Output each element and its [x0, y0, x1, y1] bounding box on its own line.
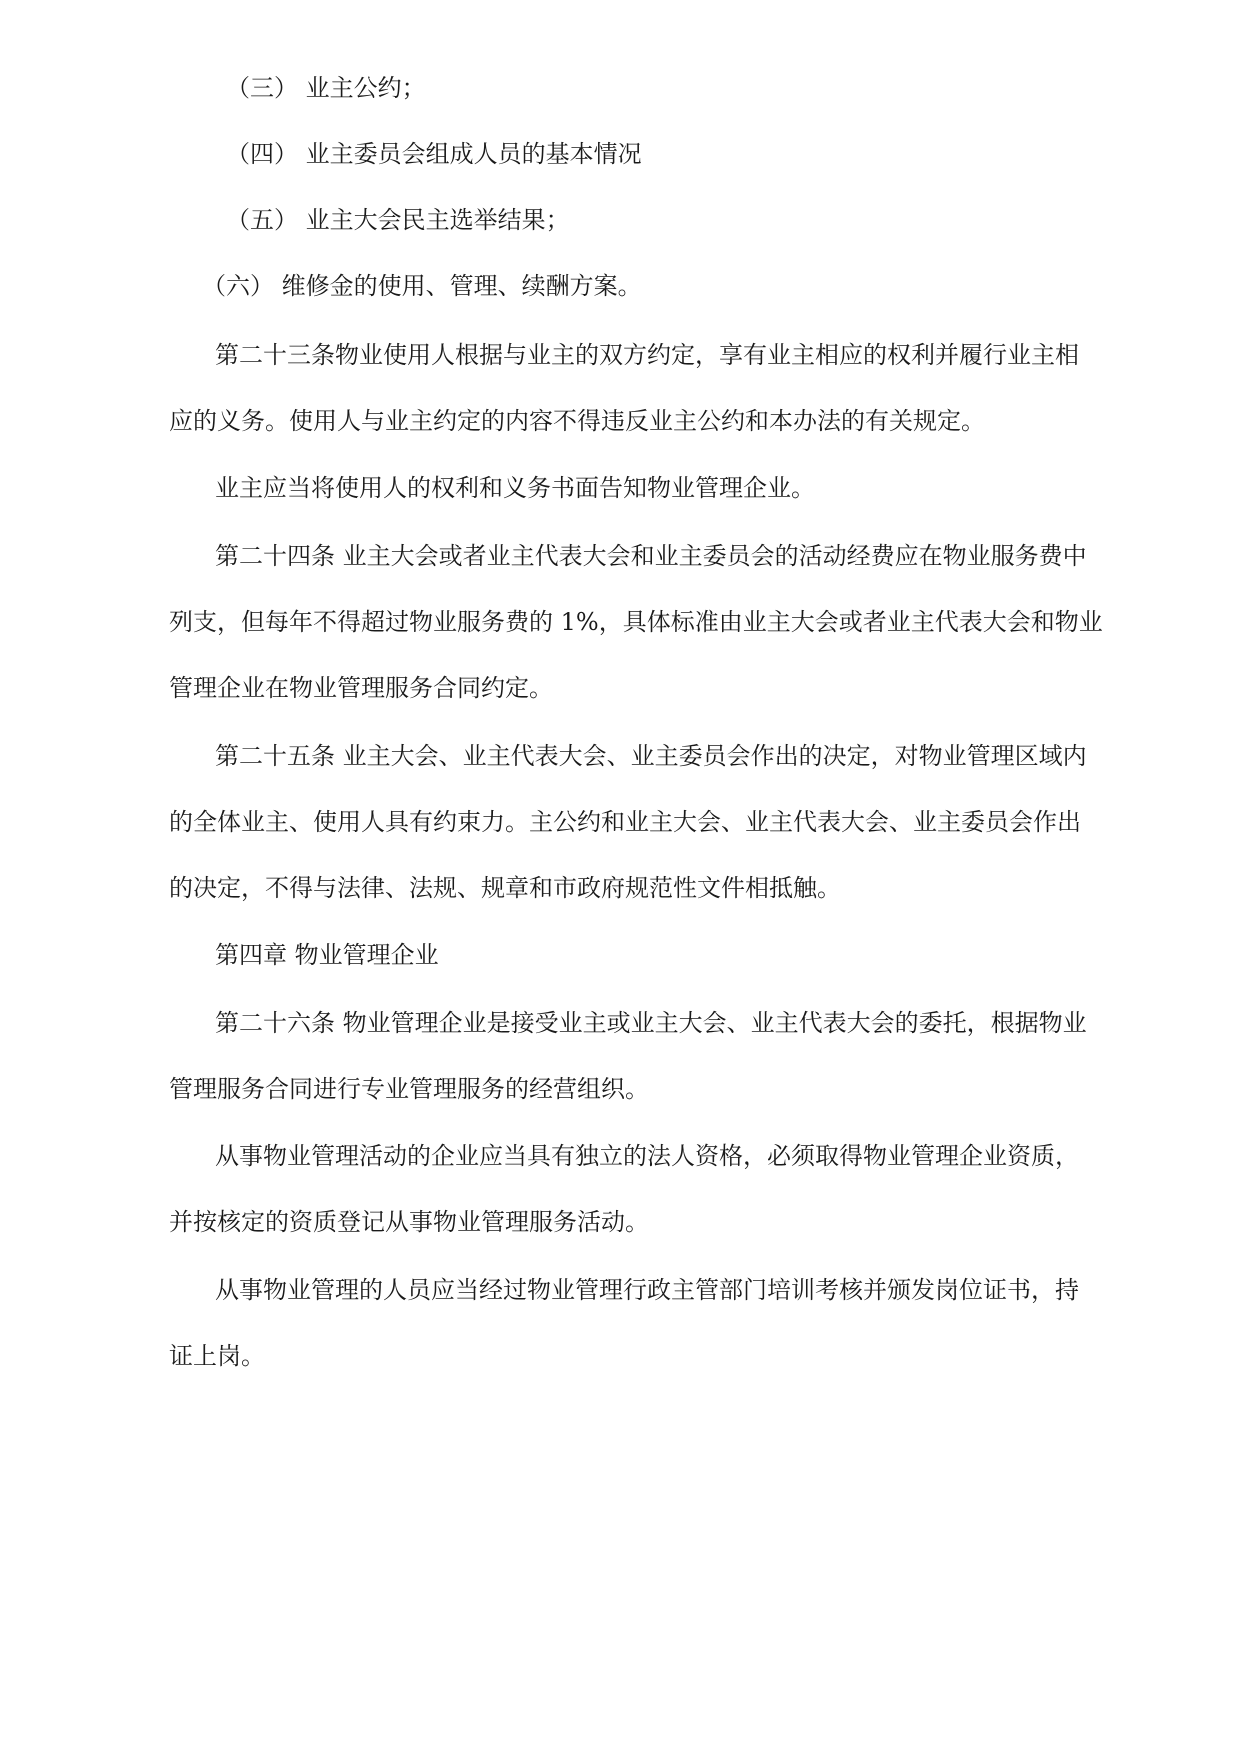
paragraph-certificate-line-1: 从事物业管理的人员应当经过物业管理行政主管部门培训考核并颁发岗位证书，持 — [215, 1276, 1079, 1304]
paragraph-qualification-line-1: 从事物业管理活动的企业应当具有独立的法人资格，必须取得物业管理企业资质， — [215, 1142, 1079, 1170]
paragraph-owner-notice: 业主应当将使用人的权利和义务书面告知物业管理企业。 — [215, 474, 815, 502]
article-24-line-2: 列支，但每年不得超过物业服务费的 1%，具体标准由业主大会或者业主代表大会和物业 — [169, 608, 1103, 636]
article-24-line-3: 管理企业在物业管理服务合同约定。 — [169, 674, 553, 702]
list-item-four: （四） 业主委员会组成人员的基本情况 — [226, 140, 642, 168]
paragraph-qualification-line-2: 并按核定的资质登记从事物业管理服务活动。 — [169, 1208, 649, 1236]
paragraph-certificate-line-2: 证上岗。 — [169, 1342, 265, 1370]
list-item-three: （三） 业主公约； — [226, 74, 426, 102]
article-23-line-2: 应的义务。使用人与业主约定的内容不得违反业主公约和本办法的有关规定。 — [169, 407, 985, 435]
article-26-line-1: 第二十六条 物业管理企业是接受业主或业主大会、业主代表大会的委托，根据物业 — [215, 1009, 1087, 1037]
article-25-line-3: 的决定，不得与法律、法规、规章和市政府规范性文件相抵触。 — [169, 874, 841, 902]
article-25-line-2: 的全体业主、使用人具有约束力。主公约和业主大会、业主代表大会、业主委员会作出 — [169, 808, 1081, 836]
article-23-line-1: 第二十三条物业使用人根据与业主的双方约定，享有业主相应的权利并履行业主相 — [215, 341, 1079, 369]
chapter-heading: 第四章 物业管理企业 — [215, 941, 439, 969]
list-item-five: （五） 业主大会民主选举结果； — [226, 206, 570, 234]
article-26-line-2: 管理服务合同进行专业管理服务的经营组织。 — [169, 1075, 649, 1103]
list-item-six: （六） 维修金的使用、管理、续酬方案。 — [202, 272, 642, 300]
article-24-line-1: 第二十四条 业主大会或者业主代表大会和业主委员会的活动经费应在物业服务费中 — [215, 542, 1087, 570]
article-25-line-1: 第二十五条 业主大会、业主代表大会、业主委员会作出的决定，对物业管理区域内 — [215, 742, 1087, 770]
